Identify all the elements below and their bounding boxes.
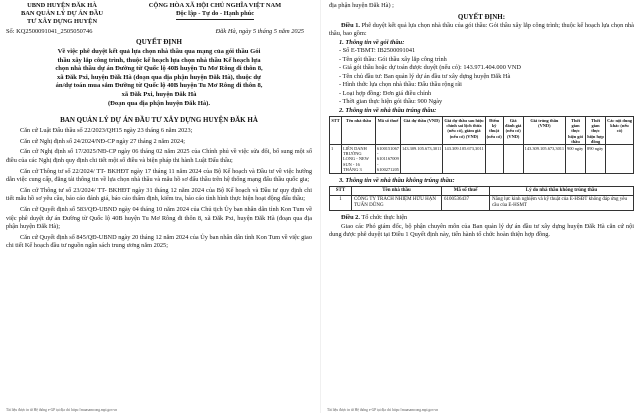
col-header: Thời gian thực hiện gói thầu	[566, 117, 586, 145]
doc-number: Số: KQ2500091041_2505050746	[6, 28, 93, 35]
cell-eval-price	[503, 145, 523, 173]
legal-basis-paragraph: Căn cứ Quyết định số 583/QĐ-UBND ngày 04 tháng 10 năm 2024 của Chủ tịch Ủy ban nhân dân tỉnh Kon Tum về việc phê duyệt dự án Đường từ Quốc lộ 40B huyện Tu Mơ Rông đi thôn 8, xã Đăk Pxi, huyện Đăk Hà (đoạn qua địa phận huyện Đăk Hà);	[6, 205, 312, 231]
cell-award-price: 143.309.105.673,3011	[523, 145, 565, 173]
legal-basis-paragraph: Căn cứ Thông tư số 22/2024/ TT- BKHĐT ngày 17 tháng 11 năm 2024 của Bộ Kế hoạch và Đầu tư về việc hướng dẫn việc cung cấp, đăng tải thông tin về lựa chọn nhà thầu và mẫu hồ sơ đấu thầu trên hệ thống mạng đấu thầu quốc gia;	[6, 167, 312, 184]
article-1-label: Điều 1.	[341, 21, 360, 29]
section-package-info: 1. Thông tin về gói thầu:	[339, 38, 405, 46]
document-header	[6, 2, 312, 26]
cell-contract-time: 890 ngày	[586, 145, 606, 173]
col-header: Lý do nhà thầu không trúng thầu	[490, 187, 634, 196]
col-header: Giá đánh giá (nếu có) (VND)	[503, 117, 523, 145]
article-1-text: Phê duyệt kết quả lựa chọn nhà thầu của gói thầu: Gói thầu xây lắp công trình; thuộc kế hoạch lựa chọn nhà thầu, bao gồm:	[329, 21, 634, 38]
col-header: Tên nhà thầu	[342, 117, 376, 145]
package-info-item: - Tên chủ đầu tư: Ban quản lý dự án đầu tư xây dựng huyện Đăk Hà	[339, 72, 511, 80]
footer-source-text: Tài liệu được in từ Hệ thống e-GP tại địa chỉ https://muasamcong.mpi.gov.vn	[327, 408, 439, 412]
abstract-line: án/dự toán mua sắm Đường từ Quốc lộ 40B huyện Tu Mơ Rông đi thôn 8,	[55, 82, 263, 90]
decision-abstract	[6, 48, 312, 108]
winning-bidder-table	[329, 116, 634, 173]
col-header: STT	[330, 117, 342, 145]
cell-tax-code: 6100536437	[442, 196, 490, 211]
col-header: Thời gian thực hiện hợp đồng	[587, 117, 604, 144]
page-footer	[6, 408, 314, 412]
col-header: Mã số thuế	[442, 187, 490, 196]
col-header: Giá dự thầu sau hiệu chỉnh sai lệch thừa (nếu có), giảm giá (nếu có) (VND)	[443, 117, 485, 145]
article-1	[329, 22, 634, 39]
abstract-line: chọn nhà thầu dự án Đường từ Quốc lộ 40B huyện Tu Mơ Rông đi thôn 8,	[55, 65, 263, 73]
doc-meta-row	[6, 27, 312, 36]
continued-text: địa phận huyện Đăk Hà) ;	[329, 2, 394, 9]
cell-other	[606, 145, 634, 173]
abstract-line: (Đoạn qua địa phận huyện Đăk Hà).	[107, 99, 211, 107]
nation-motto: Độc lập - Tự do - Hạnh phúc	[176, 10, 254, 20]
col-header: Các nội dung khác (nếu có)	[606, 117, 634, 145]
losing-bidder-table	[329, 186, 634, 211]
cell-package-time: 900 ngày	[566, 145, 586, 173]
legal-basis-paragraph: Căn cứ Nghị định số 17/2025/NĐ-CP ngày 06 tháng 02 năm 2025 của Chính phủ về việc sửa đổi, bổ sung một số điều của các Nghị định quy định chi tiết một số điều và biện pháp thi hành Luật Đấu thầu;	[6, 148, 312, 164]
footer-source-text: Tài liệu được in từ Hệ thống e-GP tại địa chỉ https://muasamcong.mpi.gov.vn	[6, 408, 118, 412]
cell-tax-code: 6100151067 - 6101167009 - 6100271205	[377, 145, 399, 172]
package-info-list	[329, 47, 634, 107]
doc-date: Đăk Hà, ngày 5 tháng 5 năm 2025	[215, 28, 304, 35]
package-info-item: - Loại hợp đồng: Đơn giá điều chỉnh	[339, 89, 432, 97]
package-info-item: - Tên gói thầu: Gói thầu xây lắp công trình	[339, 55, 447, 63]
cell-tech-score	[485, 145, 503, 173]
cell-adjusted-price: 143.309.105.673,3011	[443, 145, 485, 173]
col-header: Mã số thuế	[376, 117, 401, 145]
page-footer	[327, 408, 634, 412]
nation-name: CỘNG HÒA XÃ HỘI CHỦ NGHĨA VIỆT NAM	[148, 2, 282, 9]
abstract-line: Về việc phê duyệt kết quả lựa chọn nhà thầu qua mạng của gói thầu Gói	[57, 48, 261, 55]
abstract-line: thầu xây lắp công trình, thuộc kế hoạch lựa chọn nhà thầu Kế hoạch lựa	[57, 56, 261, 64]
cell-bid-price: 143.309.105.673,3011	[400, 145, 442, 173]
table-row	[330, 145, 634, 173]
decision-title: QUYẾT ĐỊNH	[136, 38, 182, 46]
legal-basis	[6, 127, 312, 251]
abstract-line: xã Đăk Pxi, huyện Đăk Hà	[121, 90, 197, 98]
cell-stt: 1	[330, 196, 352, 211]
cell-reason: Năng lực kinh nghiệm và kỹ thuật của E-HSĐT không đáp ứng yêu cầu của E-HSMT	[490, 196, 634, 211]
package-info-item: - Số E-TBMT: IB2500091041	[339, 47, 416, 55]
legal-basis-paragraph: Căn cứ Luật Đấu thầu số 22/2023/QH15 ngày 23 tháng 6 năm 2023;	[20, 127, 193, 135]
legal-basis-paragraph: Căn cứ Thông tư số 23/2024/ TT- BKHĐT ngày 31 tháng 12 năm 2024 của Bộ Kế hoạch và Đầu tư quy định chi tiết mẫu hồ sơ yêu cầu, báo cáo đánh giá, báo cáo thẩm định, kiểm tra, báo cáo tình hình thực hiện hoạt động đấu thầu;	[6, 186, 312, 203]
article-2-text: Tổ chức thực hiện	[359, 214, 408, 222]
article-2	[329, 214, 634, 223]
agency-line-2: BAN QUẢN LÝ DỰ ÁN ĐẦU	[21, 10, 103, 17]
document-page-right	[320, 0, 640, 413]
decision-heading: QUYẾT ĐỊNH:	[457, 12, 506, 21]
table-header-row	[330, 187, 634, 196]
col-header: Tên nhà thầu	[352, 187, 442, 196]
col-header: Giá trúng thầu (VND)	[523, 117, 565, 145]
package-info-item: - Thời gian thực hiện gói thầu: 900 Ngày	[339, 98, 443, 106]
package-info-item: - Hình thức lựa chọn nhà thầu: Đấu thầu rộng rãi	[339, 81, 462, 89]
table-header-row	[330, 117, 634, 145]
cell-stt: 1	[330, 145, 342, 173]
col-header: Giá dự thầu (VND)	[400, 117, 442, 145]
legal-basis-paragraph: Căn cứ Quyết định số 845/QĐ-UBND ngày 20 tháng 12 năm 2024 của Ủy ban nhân dân tỉnh Kon Tum về việc giao chi tiết Kế hoạch đầu tư nguồn ngân sách trung ương năm 2025;	[6, 233, 312, 250]
package-info-item: - Giá gói thầu hoặc dự toán được duyệt (nếu có): 143.971.404.000 VND	[339, 64, 521, 72]
article-2-body: Giao các Phó giám đốc, bộ phận chuyên môn của Ban quản lý dự án đầu tư xây dựng huyện Đăk Hà căn cứ nội dung được phê duyệt tại Điều 1 Quyết định này, tiến hành tổ chức hoàn thiện hợp đồng.	[329, 222, 634, 239]
agency-line-1: UBND HUYỆN ĐĂK HÀ	[27, 2, 97, 9]
section-losing-bidder: 3. Thông tin về nhà thầu không trúng thầu:	[339, 176, 455, 184]
cell-bidder-name: CÔNG TY TRÁCH NHIỆM HỮU HẠN TUẤN DŨNG	[352, 196, 442, 211]
national-heading	[118, 2, 312, 26]
cell-bidder-name: LIÊN DANH TRƯỜNG LONG - NEW SUN - 16 THÁNG 3	[342, 145, 376, 173]
article-2-label: Điều 2.	[341, 214, 360, 222]
abstract-line: xã Đăk Pxi, huyện Đăk Hà (đoạn qua địa phận huyện Đăk Hà), thuộc dự	[56, 73, 262, 81]
issuing-agency	[6, 2, 118, 26]
col-header: Điểm kỹ thuật (nếu có)	[485, 117, 503, 145]
legal-basis-paragraph: Căn cứ Nghị định số 24/2024/NĐ-CP ngày 27 tháng 2 năm 2024;	[20, 137, 185, 145]
table-row	[330, 196, 634, 211]
col-header: STT	[330, 187, 352, 196]
section-winning-bidder: 2. Thông tin về nhà thầu trúng thầu:	[339, 106, 437, 114]
issuer-heading: BAN QUẢN LÝ DỰ ÁN ĐẦU TƯ XÂY DỰNG HUYỆN ĐĂK HÀ	[60, 116, 258, 125]
agency-line-3: TƯ XÂY DỰNG HUYỆN	[26, 18, 98, 25]
